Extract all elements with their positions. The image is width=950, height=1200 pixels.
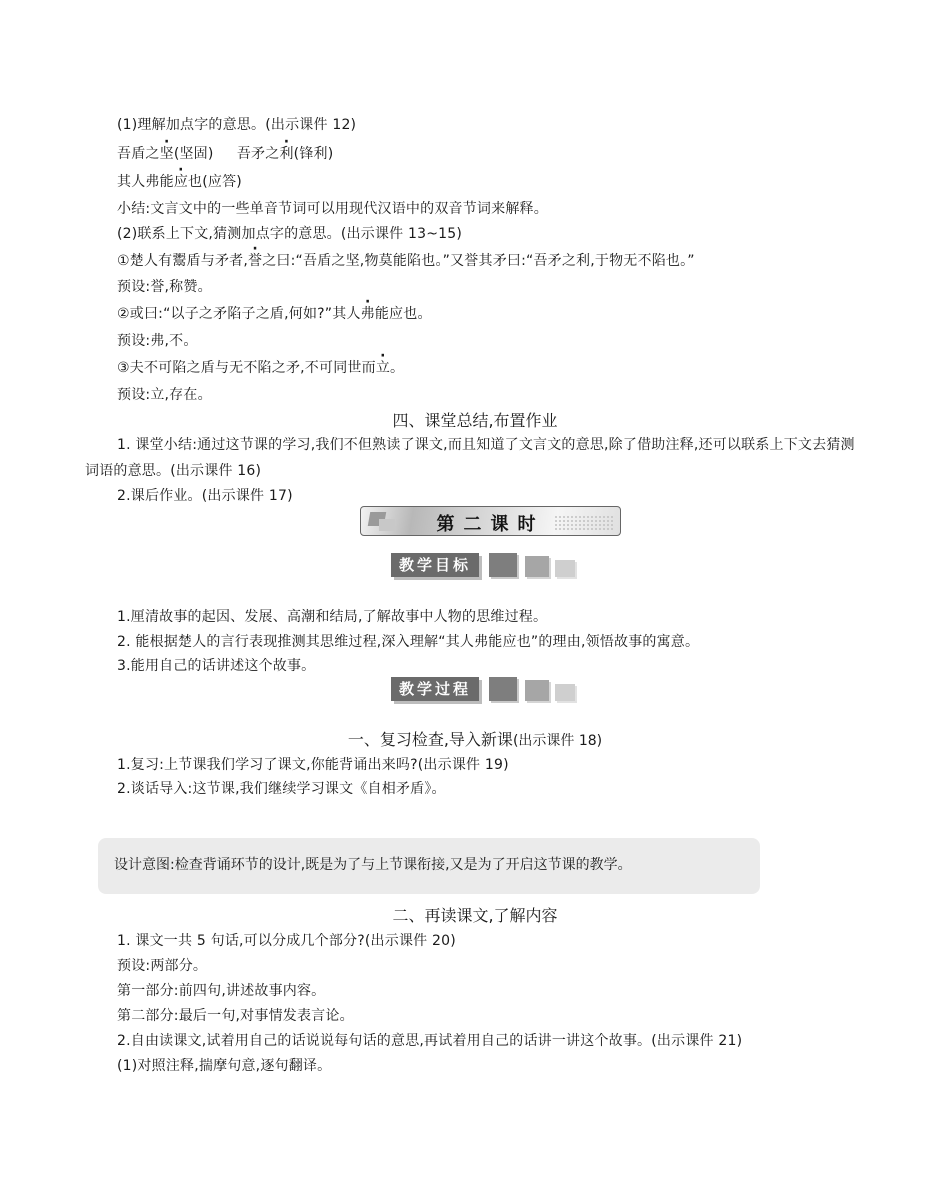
section-1-item: 2.谈话导入:这节课,我们继续学习课文《自相矛盾》。 (117, 781, 446, 797)
dotted-character: 利 (279, 146, 294, 162)
section-1-item: 1.复习:上节课我们学习了课文,你能背诵出来吗?(出示课件 19) (117, 757, 509, 773)
section-1-heading-text: 一、复习检查,导入新课 (347, 730, 513, 749)
example-line-2 (117, 173, 242, 191)
dotted-character: 坚 (159, 146, 174, 162)
example-text: (坚固) (173, 146, 214, 162)
tag-square-decoration (525, 680, 549, 701)
question-text: 能应也。 (374, 306, 432, 322)
dotted-character: 应 (173, 174, 189, 190)
section-2-item: 第二部分:最后一句,对事情发表言论。 (117, 1008, 354, 1024)
answer-3: 预设:立,存在。 (117, 387, 212, 403)
question-text: ③夫不可陷之盾与无不陷之矛,不可同世而 (117, 360, 376, 376)
example-text: 吾矛之 (236, 146, 280, 162)
design-intent-text: 设计意图:检查背诵环节的设计,既是为了与上节课衔接,又是为了开启这节课的教学。 (114, 857, 632, 873)
section-1-heading (0, 730, 950, 751)
answer-1: 预设:誉,称赞。 (117, 279, 212, 295)
section-4-heading: 四、课堂总结,布置作业 (392, 411, 558, 430)
question-text: 。 (390, 360, 405, 376)
goal-item: 2. 能根据楚人的言行表现推测其思维过程,深入理解“其人弗能应也”的理由,领悟故事的寓意。 (117, 634, 700, 650)
question-text: 之曰:“吾盾之坚,物莫能陷也。”又誉其矛曰:“吾矛之利,于物无不陷也。” (262, 253, 695, 269)
goals-tag (391, 553, 575, 577)
design-intent-box (98, 838, 760, 894)
example-text: 也(应答) (188, 174, 242, 190)
section-2-item: 1. 课文一共 5 句话,可以分成几个部分?(出示课件 20) (117, 933, 456, 949)
section-4-paragraph-1: 1. 课堂小结:通过这节课的学习,我们不但熟读了课文,而且知道了文言文的意思,除了借助注释,还可以联系上下文去猜测词语的意思。(出示课件 16) (85, 437, 855, 479)
tag-square-decoration (489, 677, 517, 701)
tag-square-decoration (555, 560, 575, 577)
summary-text: 小结:文言文中的一些单音节词可以用现代汉语中的双音节词来解释。 (117, 201, 548, 217)
section-4-paragraph-2: 2.课后作业。(出示课件 17) (117, 488, 293, 504)
process-tag-label: 教学过程 (391, 677, 479, 701)
section-2-heading: 二、再读课文,了解内容 (392, 906, 558, 925)
tag-square-decoration (525, 556, 549, 577)
item-1-title: (1)理解加点字的意思。(出示课件 12) (117, 117, 357, 133)
goals-tag-label: 教学目标 (391, 553, 479, 577)
example-text: (锋利) (293, 146, 334, 162)
example-line-1 (117, 145, 333, 163)
question-text: ②或曰:“以子之矛陷子之盾,何如?”其人 (117, 306, 361, 322)
section-1-heading-ref: (出示课件 18) (512, 733, 603, 749)
tag-square-decoration (489, 553, 517, 577)
goal-item: 1.厘清故事的起因、发展、高潮和结局,了解故事中人物的思维过程。 (117, 609, 548, 625)
answer-2: 预设:弗,不。 (117, 333, 198, 349)
section-2-item: 第一部分:前四句,讲述故事内容。 (117, 983, 326, 999)
example-text: 吾盾之 (117, 146, 160, 162)
dotted-character: 誉 (248, 253, 263, 269)
section-2-item: 2.自由读课文,试着用自己的话说说每句话的意思,再试着用自己的话讲一讲这个故事。(出示课件 21) (117, 1033, 743, 1049)
question-2 (117, 305, 432, 323)
tag-square-decoration (555, 684, 575, 701)
question-text: ①楚人有鬻盾与矛者, (117, 253, 249, 269)
lesson-banner (360, 506, 621, 536)
dotted-character: 立 (375, 360, 391, 376)
example-text: 其人弗能 (117, 174, 174, 190)
question-3 (117, 359, 404, 377)
banner-title: 第二课时 (436, 514, 545, 535)
section-2-item: 预设:两部分。 (117, 958, 208, 974)
question-1 (117, 252, 695, 270)
section-2-item: (1)对照注释,揣摩句意,逐句翻译。 (117, 1058, 332, 1074)
item-2-title: (2)联系上下文,猜测加点字的意思。(出示课件 13~15) (117, 226, 463, 242)
goal-item: 3.能用自己的话讲述这个故事。 (117, 658, 316, 674)
dotted-character: 弗 (360, 306, 375, 322)
process-tag (391, 677, 575, 701)
